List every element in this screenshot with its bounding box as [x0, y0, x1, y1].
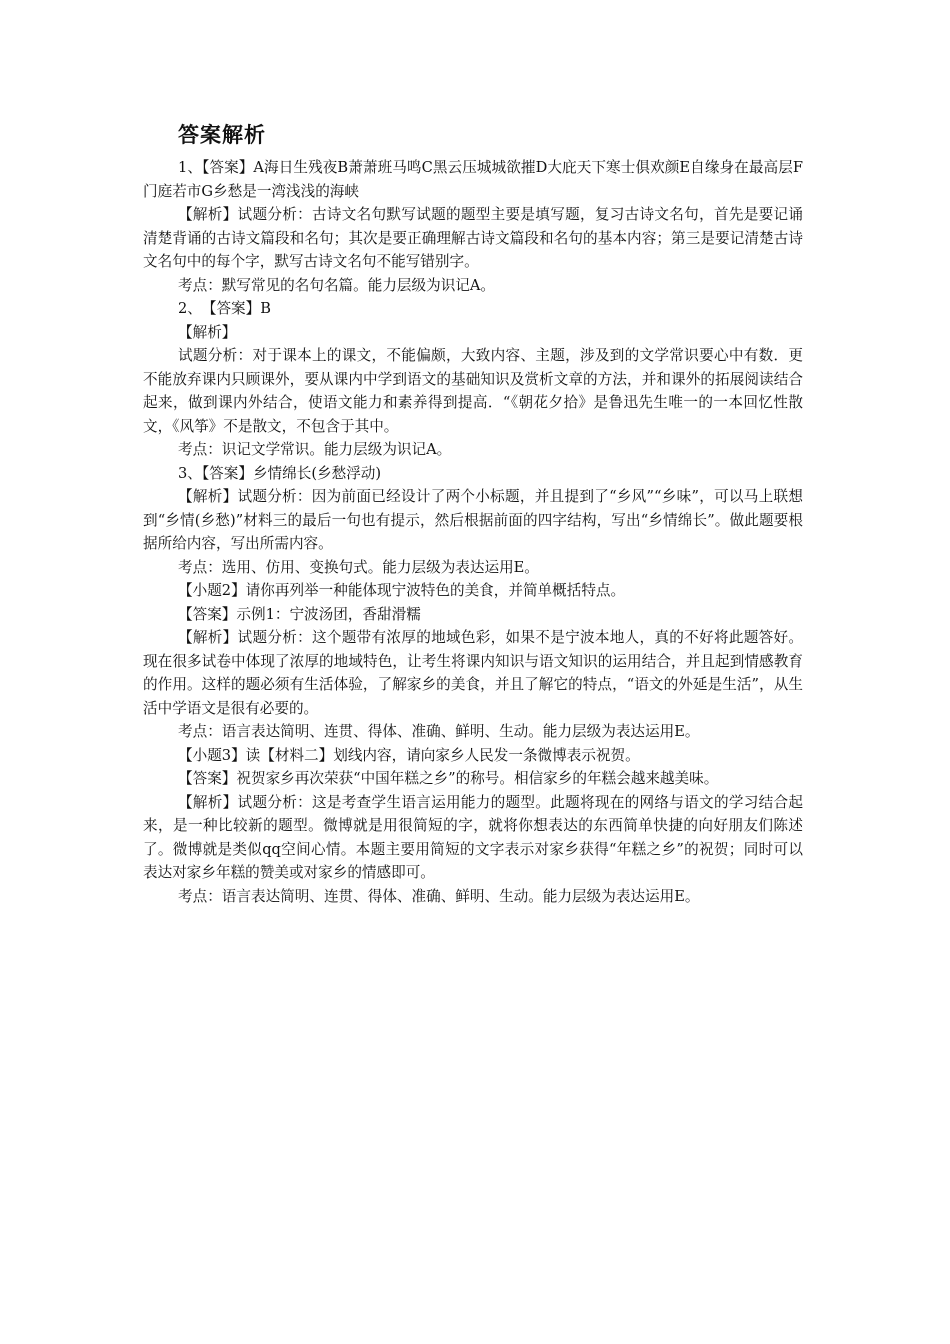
analysis-3: 【解析】试题分析：因为前面已经设计了两个小标题，并且提到了“乡风”“乡味”，可以马上联想到“乡情(乡愁)”材料三的最后一句也有提示，然后根据前面的四字结构，写出“乡情绵长”。做此题要根据所给内容，写出所需内容。 [143, 488, 803, 552]
page-title: 答案解析 [178, 123, 266, 147]
answer-body [143, 156, 803, 908]
subquestion-3: 【小题3】读【材料二】划线内容，请向家乡人民发一条微博表示祝贺。 [178, 746, 640, 764]
kaodian-2: 考点：识记文学常识。能力层级为识记A。 [178, 441, 452, 458]
answer-3: 3、【答案】乡情绵长(乡愁浮动) [178, 464, 382, 482]
kaodian-sub-2: 考点：语言表达简明、连贯、得体、准确、鲜明、生动。能力层级为表达运用E。 [178, 723, 700, 740]
kaodian-1: 考点：默写常见的名句名篇。能力层级为识记A。 [178, 276, 496, 294]
analysis-1: 【解析】试题分析：古诗文名句默写试题的题型主要是填写题，复习古诗文名句，首先是要记诵清楚背诵的古诗文篇段和名句；其次是要正确理解古诗文篇段和名句的基本内容；第三是要记清楚古诗文名句中的每个字，默写古诗文名句不能写错别字。 [143, 206, 803, 270]
analysis-sub-3: 【解析】试题分析：这是考查学生语言运用能力的题型。此题将现在的网络与语文的学习结合起来，是一种比较新的题型。微博就是用很简短的字，就将你想表达的东西简单快捷的向好朋友们陈述了。微博就是类似qq空间心情。本题主要用简短的文字表示对家乡获得“年糕之乡”的祝贺；同时可以表达对家乡年糕的赞美或对家乡的情感即可。 [143, 793, 803, 881]
analysis-2-label: 【解析】 [178, 323, 237, 341]
analysis-2: 试题分析：对于课本上的课文，不能偏颇，大致内容、主题，涉及到的文学常识要心中有数．更不能放弃课内只顾课外，要从课内中学到语文的基础知识及赏析文章的方法，并和课外的拓展阅读结合起来，做到课内外结合，使语文能力和素养得到提高．“《朝花夕拾》是鲁迅先生唯一的一本回忆性散文，《风筝》不是散文，不包含于其中。 [143, 347, 803, 435]
subquestion-2: 【小题2】请你再列举一种能体现宁波特色的美食，并简单概括特点。 [178, 582, 626, 599]
answer-sub-2: 【答案】示例1：宁波汤团，香甜滑糯 [178, 605, 421, 623]
answer-2: 2、 【答案】B [178, 300, 271, 317]
answer-1: 1、【答案】A海日生残夜B萧萧班马鸣C黑云压城城欲摧D大庇天下寒士俱欢颜E自缘身在最高层F门庭若市G乡愁是一湾浅浅的海峡 [143, 159, 803, 200]
kaodian-sub-3: 考点：语言表达简明、连贯、得体、准确、鲜明、生动。能力层级为表达运用E。 [178, 887, 700, 905]
answer-sub-3: 【答案】祝贺家乡再次荣获“中国年糕之乡”的称号。相信家乡的年糕会越来越美味。 [178, 770, 719, 787]
analysis-sub-2: 【解析】试题分析：这个题带有浓厚的地域色彩，如果不是宁波本地人，真的不好将此题答好。现在很多试卷中体现了浓厚的地域特色，让考生将课内知识与语文知识的运用结合，并且起到情感教育的作用。这样的题必须有生活体验，了解家乡的美食，并且了解它的特点，“语文的外延是生活”，从生活中学语文是很有必要的。 [143, 629, 803, 717]
kaodian-3: 考点：选用、仿用、变换句式。能力层级为表达运用E。 [178, 558, 539, 576]
